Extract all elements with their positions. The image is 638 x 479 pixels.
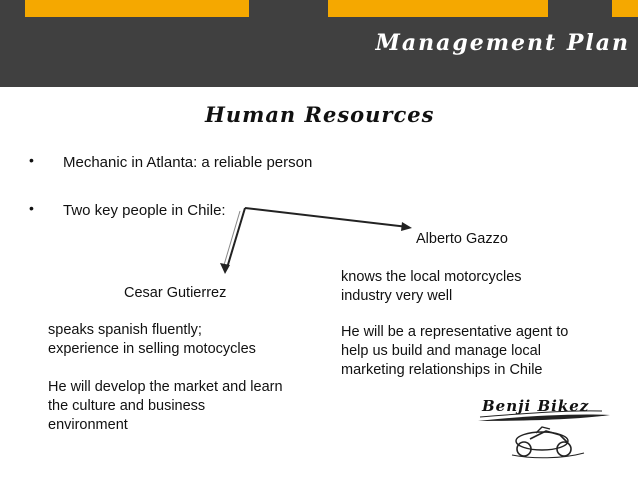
arrow-to-cesar [220, 208, 245, 274]
section-title: Human Resources [205, 102, 435, 127]
arrow-to-alberto [245, 208, 412, 231]
cesar-description-2 [48, 378, 283, 435]
text-line: He will be a representative agent to [341, 324, 569, 340]
motorcycle-swoosh-icon [472, 395, 612, 465]
alberto-description-1 [341, 268, 522, 306]
text-line: speaks spanish fluently; [48, 322, 202, 338]
benji-bikez-logo [472, 395, 612, 465]
cesar-name: Cesar Gutierrez [124, 285, 227, 301]
alberto-description-2 [341, 323, 568, 380]
bullet-text: Mechanic in Atlanta: a reliable person [63, 154, 313, 171]
text-line: help us build and manage local [341, 343, 541, 359]
text-line: experience in selling motocycles [48, 341, 256, 357]
text-line: knows the local motorcycles [341, 269, 522, 285]
bullet-dot: • [29, 200, 34, 216]
bullet-dot: • [29, 152, 34, 168]
cesar-description-1 [48, 321, 256, 359]
bullet-text: Two key people in Chile: [63, 202, 226, 219]
logo-text: Benji Bikez [482, 397, 590, 415]
text-line: the culture and business [48, 398, 206, 414]
text-line: He will develop the market and learn [48, 379, 283, 395]
text-line: marketing relationships in Chile [341, 362, 543, 378]
slide-title: Management Plan [375, 30, 630, 56]
alberto-name: Alberto Gazzo [416, 231, 508, 247]
text-line: environment [48, 417, 128, 433]
text-line: industry very well [341, 288, 453, 304]
